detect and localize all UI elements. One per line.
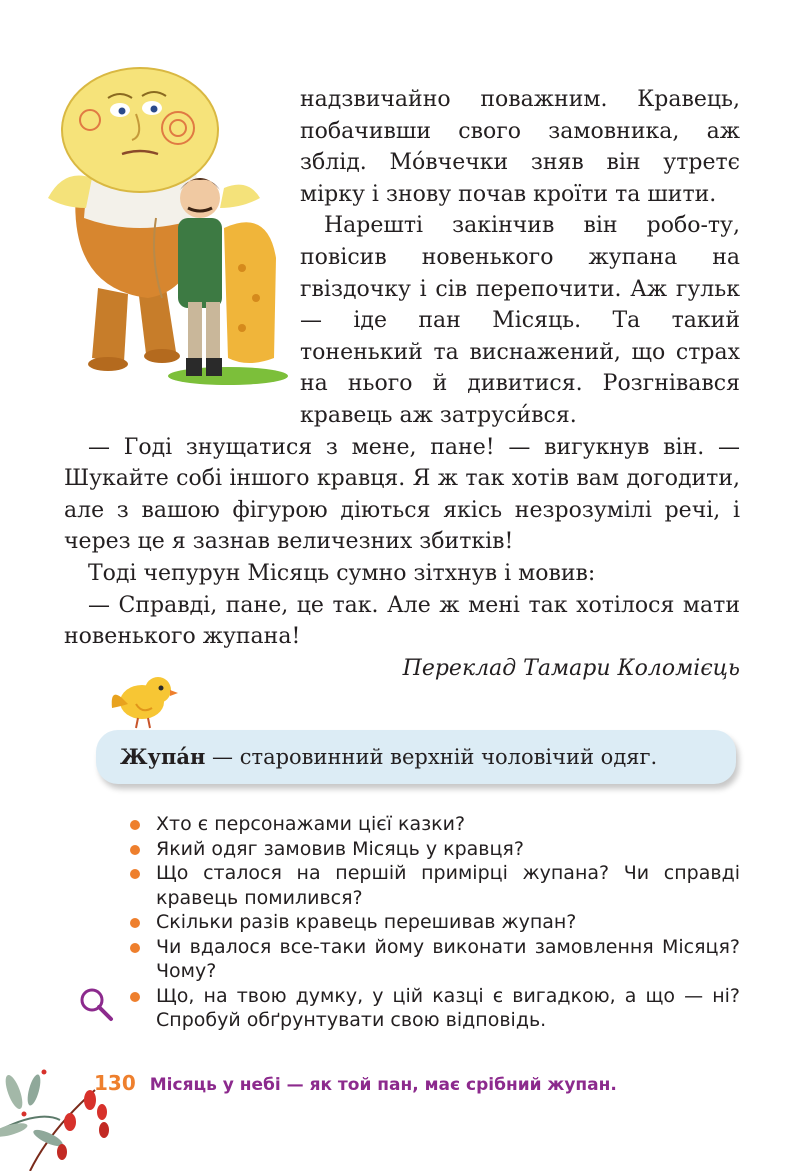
page-number: 130 xyxy=(94,1071,136,1095)
story-paragraph: надзвичайно поважним. Кравець, побачивши свого замовника, аж зблід. Мо́вчечки зняв він утретє мірку і знову почав кроїти та шити. xyxy=(300,87,740,207)
glossary-box xyxy=(96,730,736,784)
question-list xyxy=(128,812,740,1033)
translation-attribution: Переклад Тамари Коломієць xyxy=(402,655,740,681)
story-paragraph: — Годі знущатися з мене, пане! — вигукнув він. — Шукайте собі іншого кравця. Я ж так хотів вам догодити, але з вашою фігурою діються якісь незрозумілі речі, і через це я зазнав величезних збитків! xyxy=(64,434,740,555)
question-item: Який одяг замовив Місяць у кравця? xyxy=(128,837,740,862)
question-item: Хто є персонажами цієї казки? xyxy=(128,812,740,837)
glossary-term: Жупа́н xyxy=(120,744,206,769)
question-item: Чи вдалося все-таки йому виконати замовлення Місяця? Чому? xyxy=(128,935,740,984)
story-text xyxy=(64,84,740,684)
story-paragraph: Нарешті закінчив він робо-ту, повісив новенького жупана на гвіздочку і сів перепочити. Аж гульк — іде пан Місяць. Та такий тоненький та виснажений, що страх на нього й дивитися. Розгнівався кравець аж затруси́вся. xyxy=(300,213,740,428)
page-footer xyxy=(94,1071,617,1095)
question-item: Що, на твою думку, у цій казці є вигадкою, а що — ні? Спробуй обґрунтувати свою відповідь. xyxy=(128,984,740,1033)
question-item: Що сталося на першій примірці жупана? Чи справді кравець помилився? xyxy=(128,861,740,910)
story-paragraph: — Справді, пане, це так. Але ж мені так хотілося мати новенького жупана! xyxy=(64,592,740,650)
glossary-definition: — старовинний верхній чоловічий одяг. xyxy=(205,745,658,769)
question-item: Скільки разів кравець перешивав жупан? xyxy=(128,910,740,935)
footer-proverb: Місяць у небі — як той пан, має срібний жупан. xyxy=(149,1075,617,1095)
bird-icon xyxy=(108,668,178,730)
magnifier-icon xyxy=(78,986,114,1022)
story-paragraph: Тоді чепурун Місяць сумно зітхнув і мовив: xyxy=(88,560,596,586)
